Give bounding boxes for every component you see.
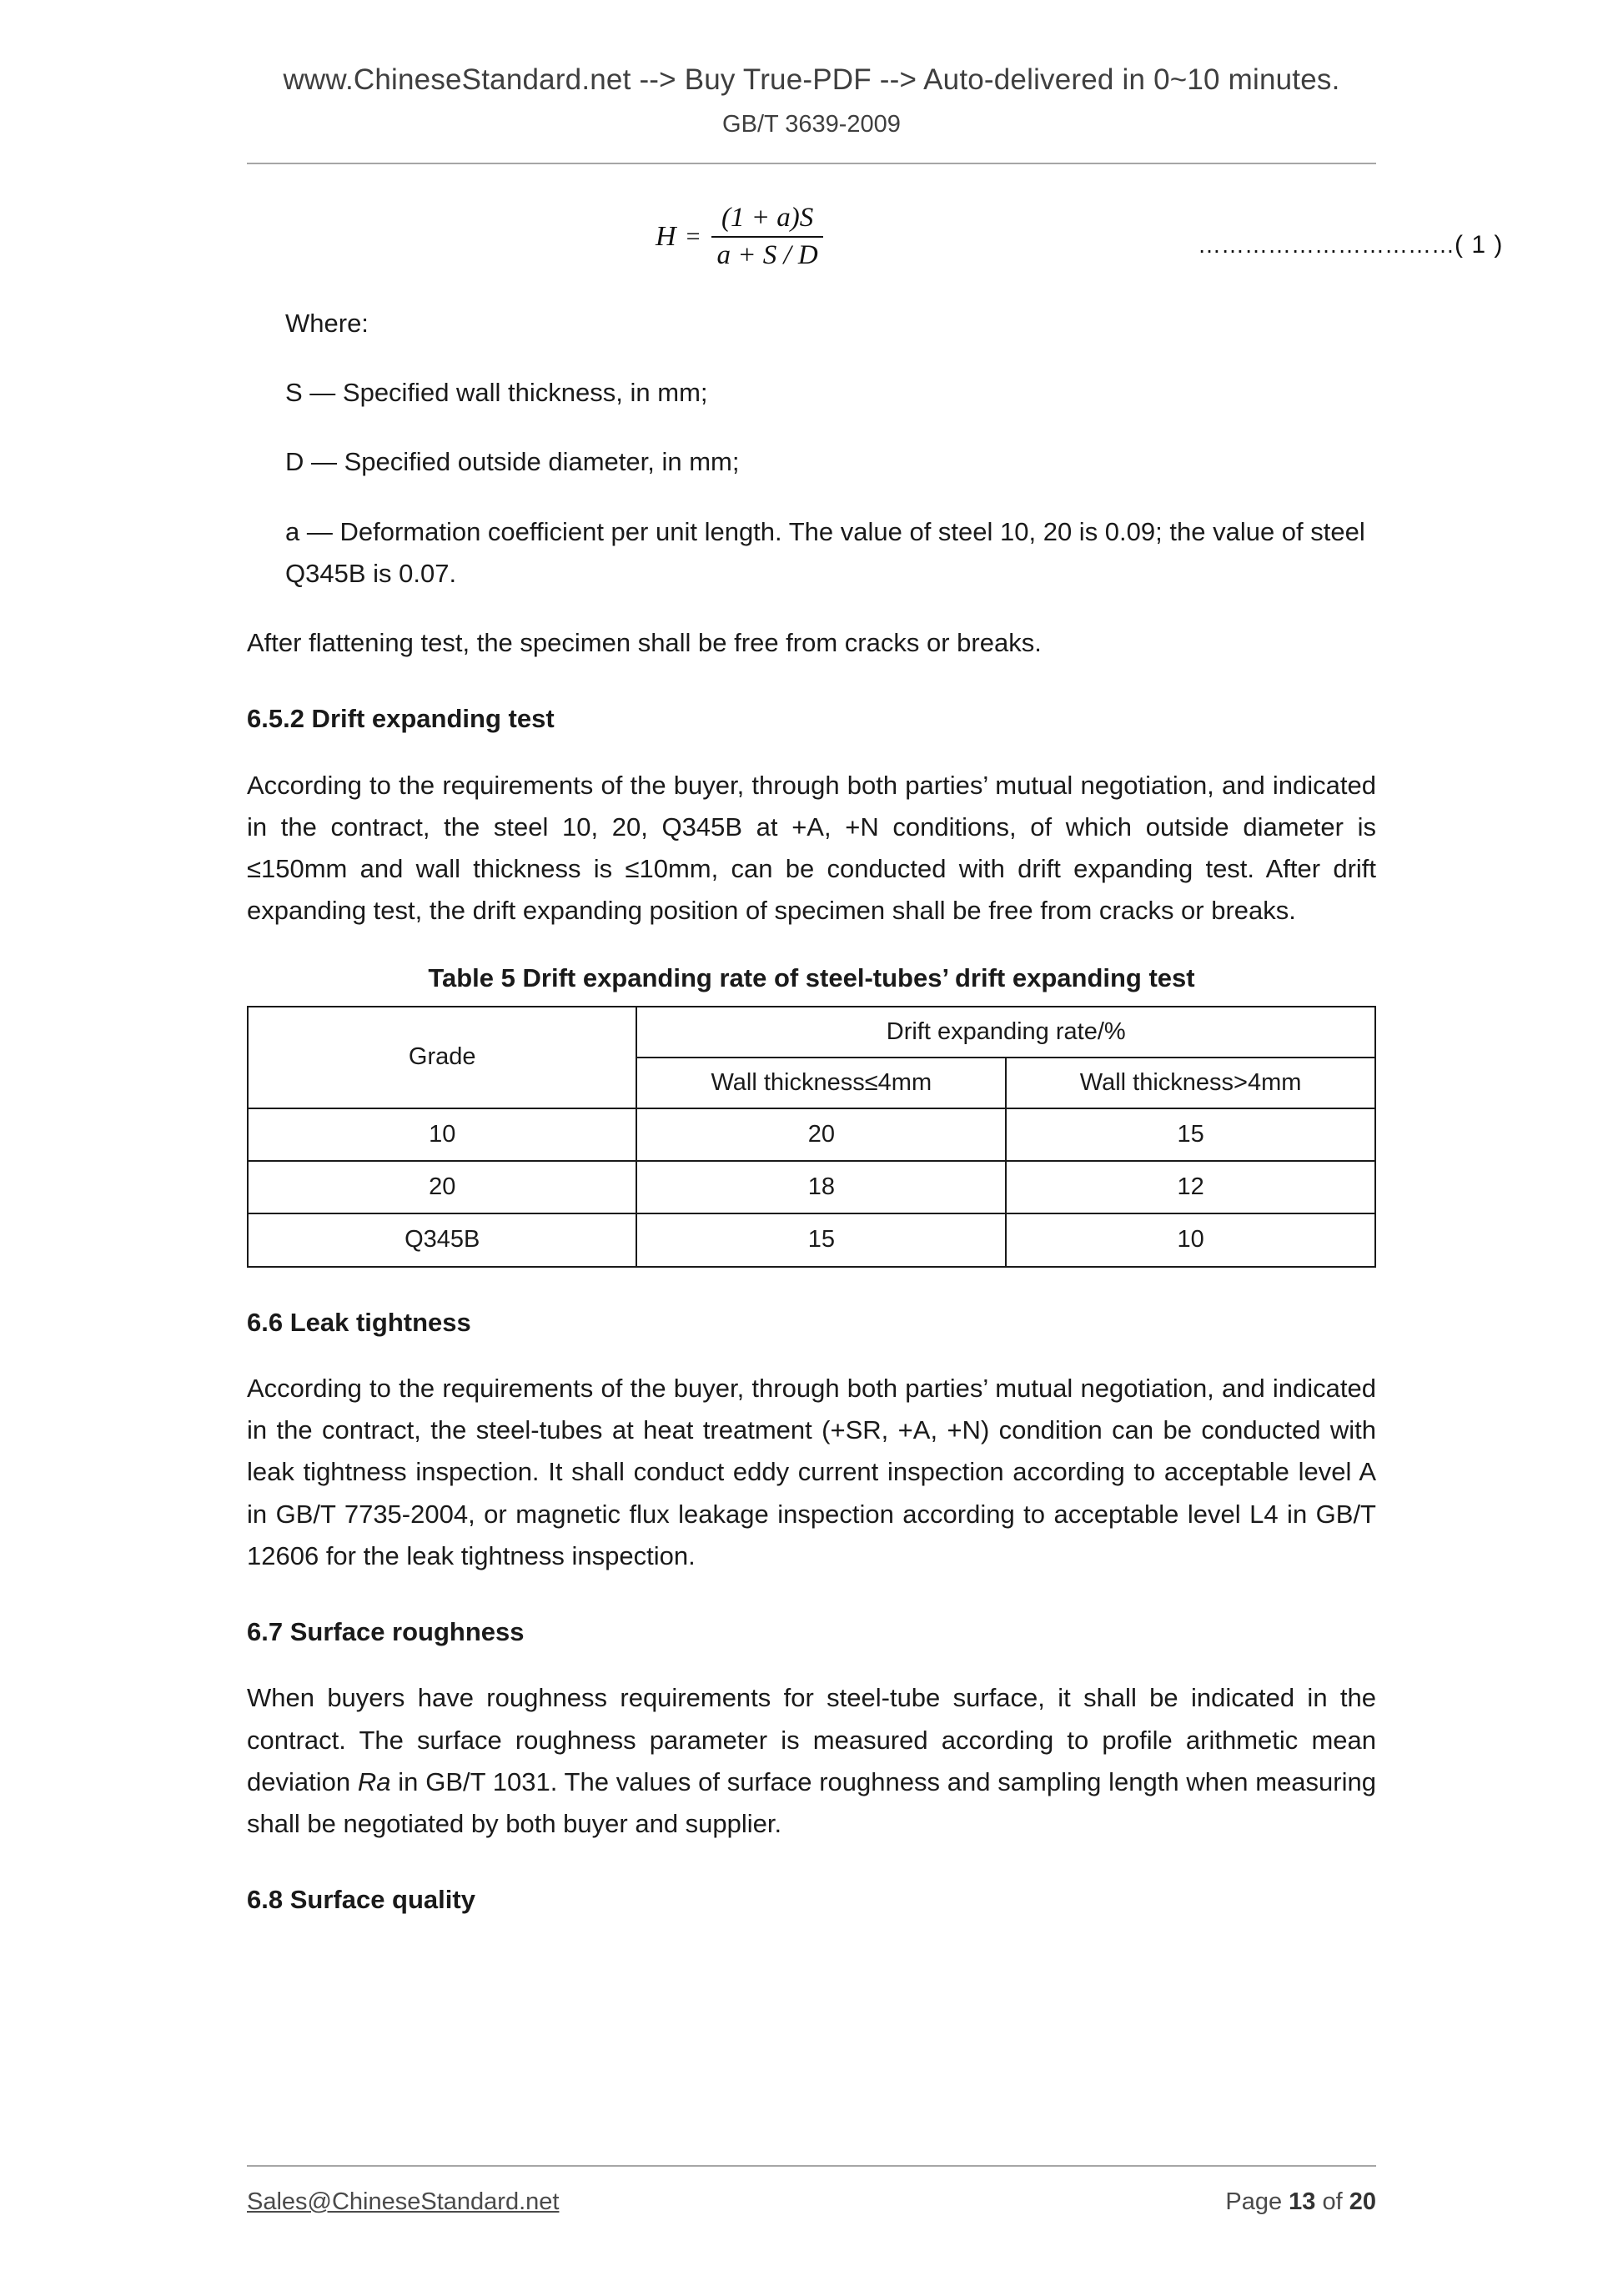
table-drift-expanding-rate xyxy=(247,1006,1376,1268)
page-word: Page xyxy=(1225,2188,1283,2215)
roughness-text-part2: in GB/T 1031. The values of surface roughness and sampling length when measuring shall be negotiated by both buyer and supplier. xyxy=(247,1766,1376,1839)
paragraph-drift-expanding: According to the requirements of the buyer, through both parties’ mutual negotiation, and indicated in the contract, the steel 10, 20, Q345B at +A, +N conditions, of which outside diameter is ≤150mm and wall thickness is ≤10mm, can be conducted with drift expanding test. After drift expanding test, the drift expanding position of specimen shall be free from cracks or breaks. xyxy=(247,770,1376,926)
cell-grade: Q345B xyxy=(248,1213,636,1266)
where-label: Where: xyxy=(285,308,369,338)
definition-d: D — Specified outside diameter, in mm; xyxy=(285,447,740,477)
cell-gt4: 12 xyxy=(1006,1161,1375,1213)
roughness-text-part1: When buyers have roughness requirements for steel-tube surface, it shall be indicated in the contract. The surface roughness parameter is measured according to profile arithmetic mean deviation xyxy=(247,1683,1376,1796)
table-header-wall-gt4: Wall thickness>4mm xyxy=(1006,1058,1375,1108)
equation-number-row xyxy=(1198,231,1503,259)
page-footer xyxy=(247,2165,1376,2216)
equation-lhs: H xyxy=(656,220,676,252)
table-row xyxy=(248,1108,1375,1161)
formula-block xyxy=(247,196,1504,303)
page-total: 20 xyxy=(1349,2188,1376,2215)
footer-email-link[interactable]: Sales@ChineseStandard.net xyxy=(247,2188,560,2215)
cell-le4: 20 xyxy=(636,1108,1006,1161)
table-header-grade: Grade xyxy=(248,1007,636,1108)
table-header-wall-le4: Wall thickness≤4mm xyxy=(636,1058,1006,1108)
equation-1 xyxy=(656,203,823,271)
section-heading-6-8: 6.8 Surface quality xyxy=(247,1885,475,1915)
equation-number: ( 1 ) xyxy=(1455,230,1504,259)
equation-numerator: (1 + a)S xyxy=(711,203,822,238)
promo-banner: www.ChineseStandard.net --> Buy True-PDF --> Auto-delivered in 0~10 minutes. xyxy=(283,63,1340,96)
of-word: of xyxy=(1322,2188,1343,2215)
table-header-group-rate: Drift expanding rate/% xyxy=(636,1007,1375,1058)
cell-gt4: 10 xyxy=(1006,1213,1375,1266)
section-heading-6-5-2: 6.5.2 Drift expanding test xyxy=(247,704,555,734)
page-current: 13 xyxy=(1289,2188,1316,2215)
equation-equals: = xyxy=(686,222,701,250)
cell-grade: 20 xyxy=(248,1161,636,1213)
definition-a: a — Deformation coefficient per unit length. The value of steel 10, 20 is 0.09; the value of steel Q345B is 0.07. xyxy=(285,516,1365,588)
paragraph-leak-tightness: According to the requirements of the buyer, through both parties’ mutual negotiation, and indicated in the contract, the steel-tubes at heat treatment (+SR, +A, +N) condition can be conducted with leak tightness inspection. It shall conduct eddy current inspection according to acceptable level A in GB/T 7735-2004, or magnetic flux leakage inspection according to acceptable level L4 in GB/T 12606 for the leak tightness inspection. xyxy=(247,1374,1376,1570)
section-heading-6-7: 6.7 Surface roughness xyxy=(247,1617,525,1647)
paragraph-after-flattening: After flattening test, the specimen shall be free from cracks or breaks. xyxy=(247,628,1042,658)
equation-denominator: a + S / D xyxy=(716,239,818,270)
table-header-row-1 xyxy=(248,1007,1375,1058)
page-header xyxy=(247,0,1376,164)
table-row xyxy=(248,1213,1375,1266)
equation-fraction xyxy=(711,203,822,271)
page-number xyxy=(1225,2188,1376,2216)
standard-code: GB/T 3639-2009 xyxy=(722,111,901,138)
leader-dots: …………………………… xyxy=(1198,231,1455,258)
table-5-caption: Table 5 Drift expanding rate of steel-tubes’ drift expanding test xyxy=(428,962,1195,992)
cell-le4: 18 xyxy=(636,1161,1006,1213)
cell-gt4: 15 xyxy=(1006,1108,1375,1161)
roughness-parameter-ra: Ra xyxy=(357,1766,391,1796)
footer-divider xyxy=(247,2165,1376,2167)
cell-grade: 10 xyxy=(248,1108,636,1161)
definition-s: S — Specified wall thickness, in mm; xyxy=(285,378,708,408)
cell-le4: 15 xyxy=(636,1213,1006,1266)
section-heading-6-6: 6.6 Leak tightness xyxy=(247,1307,471,1337)
header-divider xyxy=(247,163,1376,164)
table-row xyxy=(248,1161,1375,1213)
paragraph-surface-roughness xyxy=(247,1677,1376,1845)
